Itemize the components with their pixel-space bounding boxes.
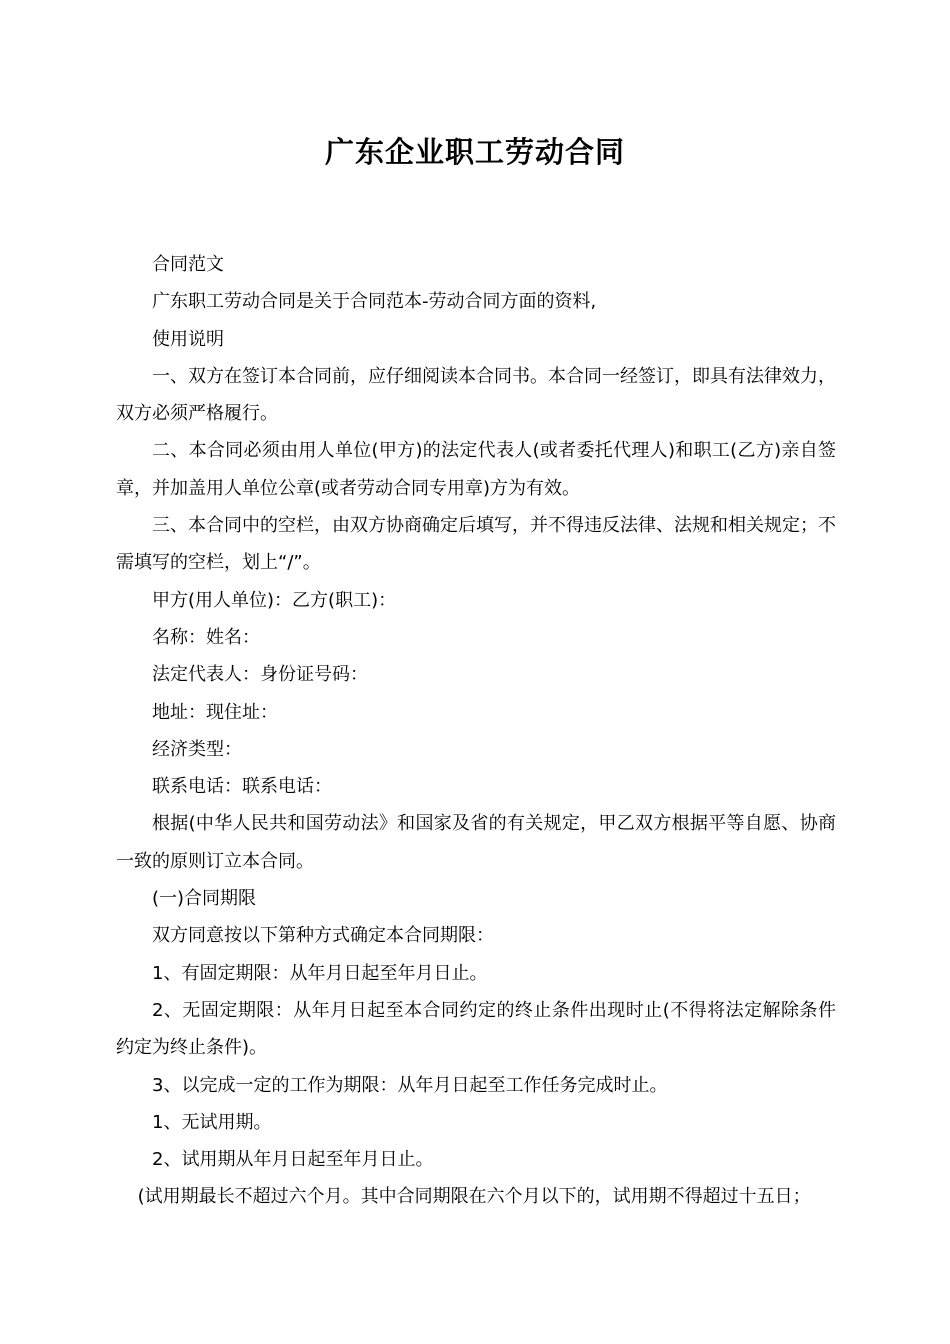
paragraph-usage-1: 一、双方在签订本合同前，应仔细阅读本合同书。本合同一经签订，即具有法律效力，双方必须严格履行。	[116, 365, 836, 425]
paragraph-term-method: 双方同意按以下第种方式确定本合同期限：	[152, 925, 494, 947]
paragraph-basis: 根据(中华人民共和国劳动法》和国家及省的有关规定，甲乙双方根据平等自愿、协商一致的原则订立本合同。	[116, 813, 836, 872]
paragraph-usage-3: 三、本合同中的空栏，由双方协商确定后填写，并不得违反法律、法规和相关规定；不需填写的空栏，划上“/”。	[116, 515, 836, 574]
paragraph-intro: 广东职工劳动合同是关于合同范本-劳动合同方面的资料,	[152, 291, 597, 313]
paragraph-probation-period: 2、试用期从年月日起至年月日止。	[152, 1149, 434, 1171]
paragraph-usage-2: 二、本合同必须由用人单位(甲方)的法定代表人(或者委托代理人)和职工(乙方)亲自签章，并加盖用人单位公章(或者劳动合同专用章)方为有效。	[116, 440, 836, 499]
paragraph-probation-none: 1、无试用期。	[152, 1111, 272, 1133]
paragraph-usage-heading: 使用说明	[152, 328, 224, 350]
paragraph-term-task: 3、以完成一定的工作为期限：从年月日起至工作任务完成时止。	[152, 1074, 668, 1096]
paragraph-term-heading: (一)合同期限	[152, 888, 257, 910]
document-title: 广东企业职工劳动合同	[324, 135, 625, 169]
paragraph-legal-rep: 法定代表人：身份证号码：	[152, 664, 368, 686]
paragraph-contract-template: 合同范文	[152, 254, 224, 275]
paragraph-address: 地址：现住址：	[152, 701, 278, 723]
document-body	[116, 246, 836, 1216]
paragraph-phone: 联系电话：联系电话：	[152, 776, 332, 798]
paragraph-probation-limit: (试用期最长不超过六个月。其中合同期限在六个月以下的，试用期不得超过十五日；	[137, 1186, 811, 1208]
paragraph-name: 名称：姓名：	[152, 626, 260, 648]
paragraph-economic-type: 经济类型：	[152, 738, 242, 760]
paragraph-term-open: 2、无固定期限：从年月日起至本合同约定的终止条件出现时止(不得将法定解除条件约定为终止条件)。	[116, 999, 836, 1059]
paragraph-parties: 甲方(用人单位)：乙方(职工)：	[152, 589, 397, 611]
paragraph-term-fixed: 1、有固定期限：从年月日起至年月日止。	[152, 962, 488, 984]
